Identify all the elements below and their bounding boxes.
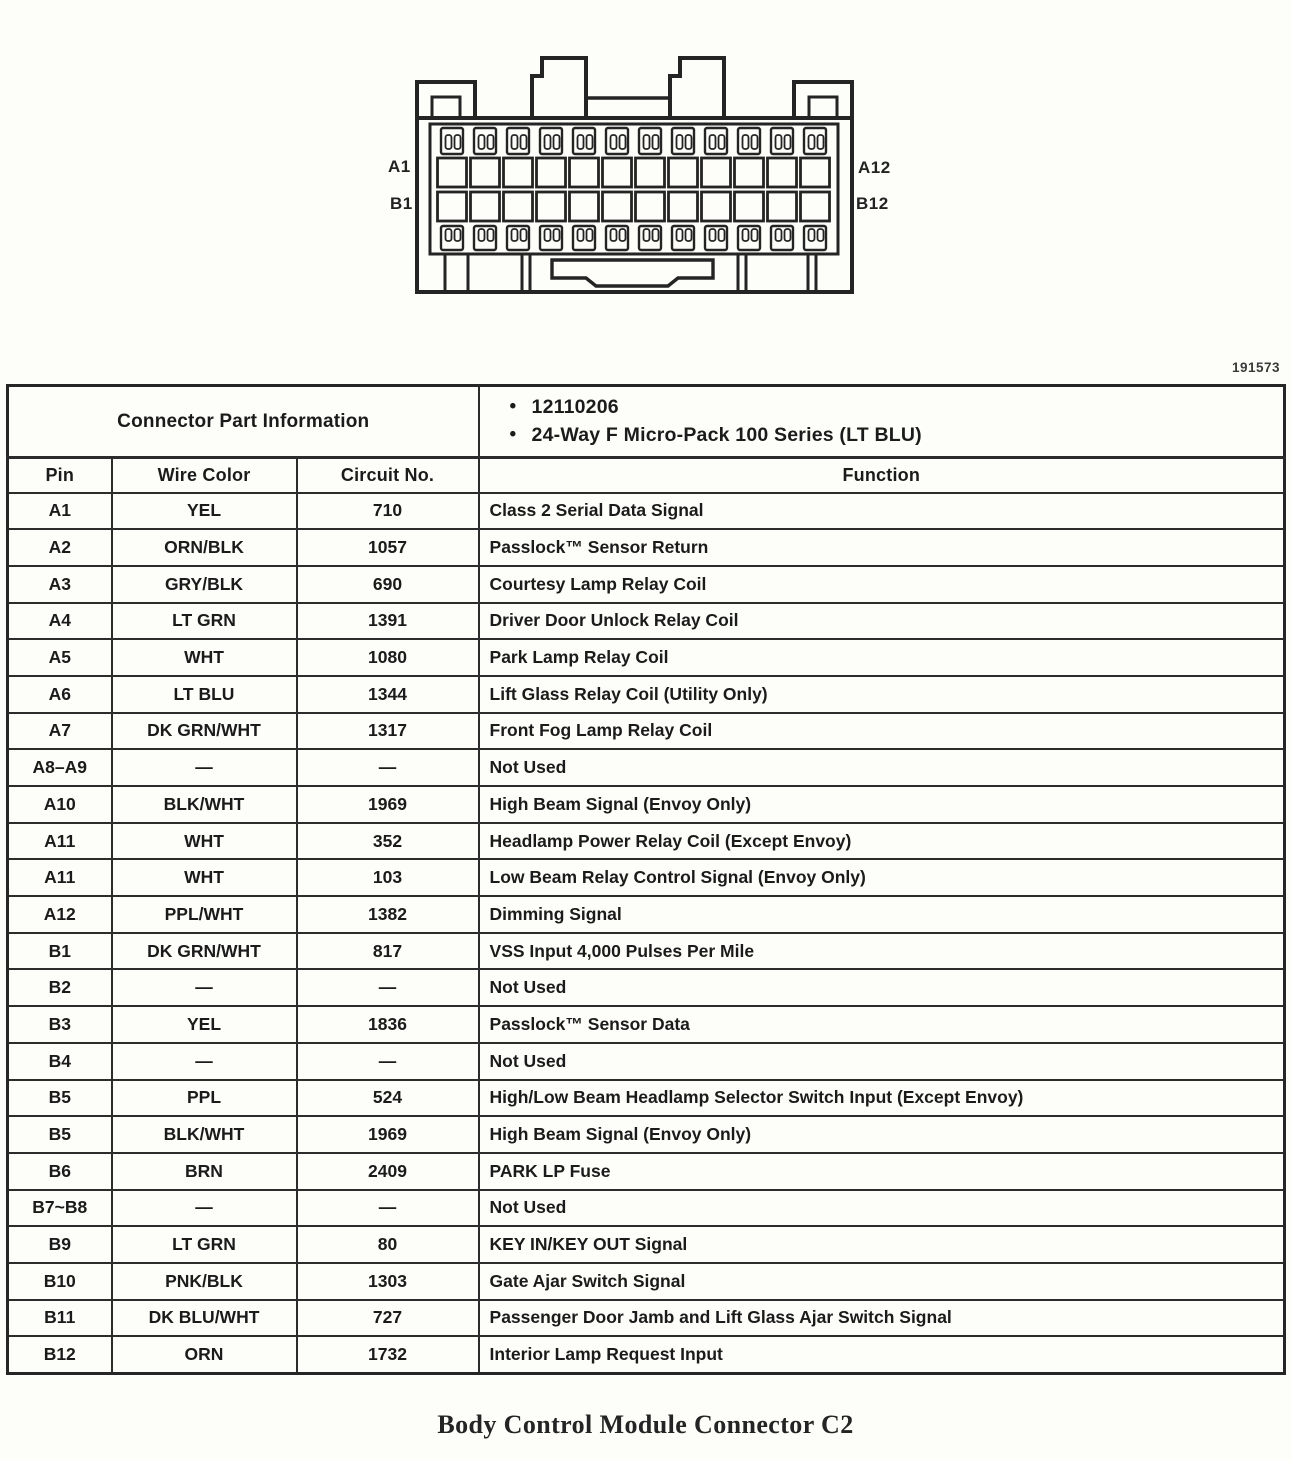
cell-function: Dimming Signal [479,896,1285,933]
cell-function: VSS Input 4,000 Pulses Per Mile [479,933,1285,970]
cell-circuit-no: 1344 [297,676,479,713]
table-row [8,859,1285,896]
cell-function: Not Used [479,969,1285,1006]
column-header-wire: Wire Color [112,458,297,493]
cell-circuit-no: 690 [297,566,479,603]
cell-pin: B12 [8,1336,112,1373]
cell-wire-color: YEL [112,493,297,530]
cell-pin: A8–A9 [8,749,112,786]
table-row [8,1116,1285,1153]
cell-wire-color: PPL/WHT [112,896,297,933]
part-info-label: Connector Part Information [8,386,479,458]
table-row [8,1336,1285,1373]
cell-wire-color: PNK/BLK [112,1263,297,1300]
table-row [8,1263,1285,1300]
pin-table-body [8,493,1285,1374]
cell-wire-color: — [112,969,297,1006]
pin-label-a12: A12 [858,158,891,177]
cell-circuit-no: 1969 [297,786,479,823]
cell-pin: B7~B8 [8,1190,112,1227]
cell-circuit-no: 727 [297,1300,479,1337]
column-header-row [8,458,1285,493]
cell-wire-color: ORN [112,1336,297,1373]
pin-label-b12: B12 [856,194,889,213]
table-row [8,493,1285,530]
table-row [8,566,1285,603]
cell-function: Class 2 Serial Data Signal [479,493,1285,530]
cell-circuit-no: 1836 [297,1006,479,1043]
cell-wire-color: WHT [112,639,297,676]
cell-circuit-no: 710 [297,493,479,530]
table-row [8,1043,1285,1080]
cell-pin: A4 [8,603,112,640]
cell-circuit-no: — [297,1043,479,1080]
cell-pin: B5 [8,1080,112,1117]
table-row [8,749,1285,786]
cell-pin: A1 [8,493,112,530]
cell-pin: B2 [8,969,112,1006]
column-header-circuit: Circuit No. [297,458,479,493]
table-row [8,676,1285,713]
table-row [8,713,1285,750]
table-row [8,933,1285,970]
table-row [8,1190,1285,1227]
cell-circuit-no: 817 [297,933,479,970]
cell-function: Not Used [479,1190,1285,1227]
cell-function: Not Used [479,749,1285,786]
cell-pin: B11 [8,1300,112,1337]
part-info-row [8,386,1285,458]
cell-wire-color: LT BLU [112,676,297,713]
cell-wire-color: DK GRN/WHT [112,933,297,970]
cell-circuit-no: — [297,969,479,1006]
table-row [8,639,1285,676]
table-row [8,1006,1285,1043]
cell-pin: B9 [8,1226,112,1263]
cell-pin: B10 [8,1263,112,1300]
cell-circuit-no: 1391 [297,603,479,640]
cell-circuit-no: 1382 [297,896,479,933]
cell-function: Driver Door Unlock Relay Coil [479,603,1285,640]
cell-circuit-no: 2409 [297,1153,479,1190]
cell-pin: A5 [8,639,112,676]
cell-function: Low Beam Relay Control Signal (Envoy Only) [479,859,1285,896]
cell-circuit-no: 352 [297,823,479,860]
column-header-function: Function [479,458,1285,493]
cell-pin: B6 [8,1153,112,1190]
cell-pin: A12 [8,896,112,933]
cell-function: Front Fog Lamp Relay Coil [479,713,1285,750]
cell-function: High/Low Beam Headlamp Selector Switch Input (Except Envoy) [479,1080,1285,1117]
cell-pin: A2 [8,529,112,566]
connector-diagram [380,40,900,315]
cell-wire-color: BLK/WHT [112,786,297,823]
cell-pin: A7 [8,713,112,750]
cell-circuit-no: 103 [297,859,479,896]
cell-function: Interior Lamp Request Input [479,1336,1285,1373]
cell-circuit-no: — [297,1190,479,1227]
cell-wire-color: GRY/BLK [112,566,297,603]
cell-function: High Beam Signal (Envoy Only) [479,786,1285,823]
cell-circuit-no: — [297,749,479,786]
pin-label-b1: B1 [390,194,413,213]
pinout-table [6,384,1286,1375]
table-row [8,1300,1285,1337]
cell-wire-color: LT GRN [112,1226,297,1263]
cell-circuit-no: 1057 [297,529,479,566]
cell-circuit-no: 1303 [297,1263,479,1300]
table-row [8,823,1285,860]
cell-pin: B3 [8,1006,112,1043]
cell-wire-color: WHT [112,823,297,860]
part-series-item: • 24-Way F Micro-Pack 100 Series (LT BLU) [510,424,1279,447]
table-row [8,969,1285,1006]
cell-circuit-no: 1969 [297,1116,479,1153]
cell-wire-color: YEL [112,1006,297,1043]
cell-circuit-no: 1080 [297,639,479,676]
cell-function: Passenger Door Jamb and Lift Glass Ajar Switch Signal [479,1300,1285,1337]
cell-pin: B1 [8,933,112,970]
cell-pin: A10 [8,786,112,823]
cell-circuit-no: 80 [297,1226,479,1263]
cell-pin: A6 [8,676,112,713]
cell-circuit-no: 524 [297,1080,479,1117]
cell-wire-color: — [112,749,297,786]
cell-wire-color: DK GRN/WHT [112,713,297,750]
cell-function: Passlock™ Sensor Data [479,1006,1285,1043]
cell-wire-color: PPL [112,1080,297,1117]
cell-pin: B4 [8,1043,112,1080]
table-row [8,1080,1285,1117]
part-info-items [479,386,1285,458]
cell-function: High Beam Signal (Envoy Only) [479,1116,1285,1153]
page-caption: Body Control Module Connector C2 [437,1410,854,1439]
cell-function: Not Used [479,1043,1285,1080]
cell-function: KEY IN/KEY OUT Signal [479,1226,1285,1263]
figure-number: 191573 [1231,360,1280,375]
cell-function: Headlamp Power Relay Coil (Except Envoy) [479,823,1285,860]
cell-circuit-no: 1317 [297,713,479,750]
cell-wire-color: WHT [112,859,297,896]
table-row [8,603,1285,640]
connector-figure [380,40,900,315]
cell-wire-color: BRN [112,1153,297,1190]
cell-wire-color: BLK/WHT [112,1116,297,1153]
table-row [8,529,1285,566]
cell-wire-color: — [112,1190,297,1227]
cell-wire-color: DK BLU/WHT [112,1300,297,1337]
cell-wire-color: LT GRN [112,603,297,640]
cell-function: Park Lamp Relay Coil [479,639,1285,676]
part-number-item: • 12110206 [510,396,1279,419]
cell-circuit-no: 1732 [297,1336,479,1373]
cell-wire-color: — [112,1043,297,1080]
pin-label-a1: A1 [388,157,411,176]
column-header-pin: Pin [8,458,112,493]
cell-pin: A3 [8,566,112,603]
table-row [8,1226,1285,1263]
cell-function: Courtesy Lamp Relay Coil [479,566,1285,603]
table-row [8,896,1285,933]
cell-pin: B5 [8,1116,112,1153]
cell-pin: A11 [8,823,112,860]
pin-grid [438,128,830,250]
cell-function: PARK LP Fuse [479,1153,1285,1190]
cell-function: Lift Glass Relay Coil (Utility Only) [479,676,1285,713]
table-row [8,1153,1285,1190]
cell-function: Gate Ajar Switch Signal [479,1263,1285,1300]
cell-function: Passlock™ Sensor Return [479,529,1285,566]
cell-pin: A11 [8,859,112,896]
table-row [8,786,1285,823]
cell-wire-color: ORN/BLK [112,529,297,566]
